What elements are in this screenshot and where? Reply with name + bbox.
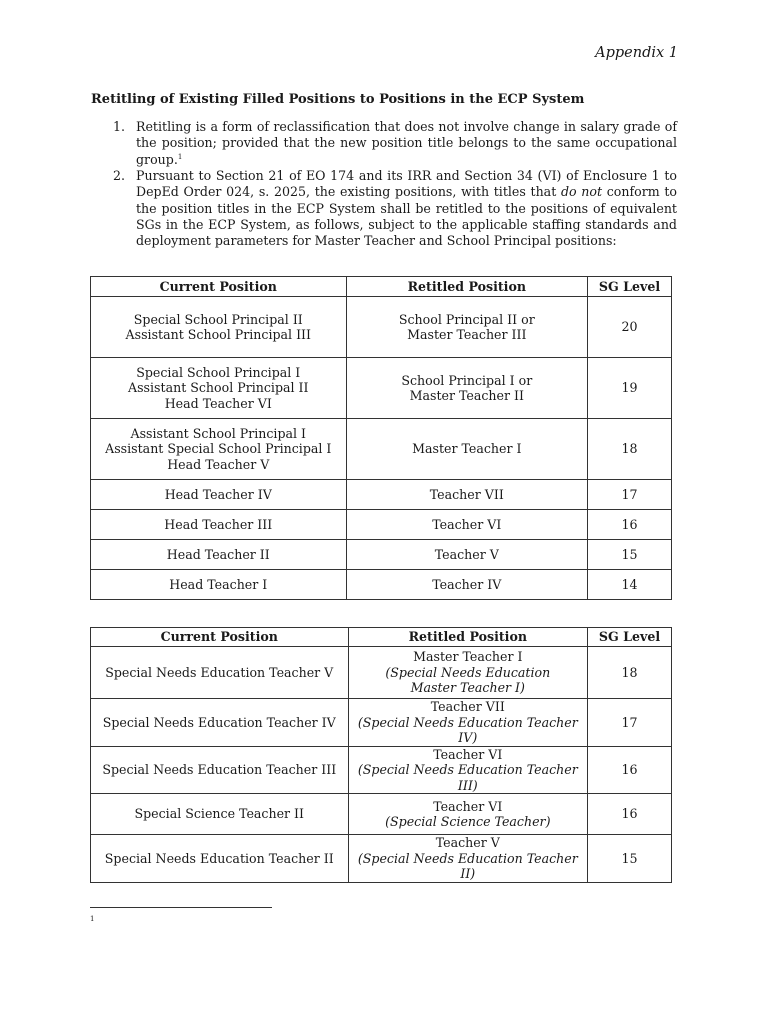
retitled-position-cell bbox=[348, 794, 588, 835]
list-item-text: Retitling is a form of reclassification that does not involve change in salary grade of the position; provided that the new position title belongs to the same occupational group.$^1$ bbox=[136, 119, 677, 167]
current-position-cell bbox=[91, 570, 347, 600]
retitled-position-cell bbox=[348, 647, 588, 699]
retitling-table-2 bbox=[90, 627, 672, 883]
list-item-text: Pursuant to Section 21 of EO 174 and its IRR and Section 34 (VI) of Enclosure 1 to DepEd Order 024, s. 2025, the existing positions, with titles that do not conform to the position titles in the ECP System shall be retitled to the positions of equivalent SGs in the ECP System, as follows, subject to the applicable staffing standards and deployment parameters for Master Teacher and School Principal positions: bbox=[136, 168, 677, 249]
current-position-cell bbox=[91, 419, 347, 480]
current-position-cell bbox=[91, 297, 347, 358]
position-line: School Principal II or bbox=[398, 311, 535, 327]
column-header: Current Position bbox=[91, 628, 349, 647]
current-position-cell: Special Needs Education Teacher II bbox=[91, 835, 349, 883]
table-row bbox=[91, 835, 672, 883]
table-row bbox=[91, 794, 672, 835]
current-position-cell bbox=[91, 480, 347, 510]
position-line: Head Teacher III bbox=[164, 516, 273, 532]
retitling-table-1 bbox=[90, 276, 672, 600]
position-line: Teacher V bbox=[434, 546, 499, 562]
appendix-label: Appendix 1 bbox=[595, 45, 678, 61]
table-row bbox=[91, 699, 672, 747]
retitled-position-cell bbox=[346, 480, 588, 510]
position-note: Master Teacher I) bbox=[410, 680, 525, 696]
position-line: Master Teacher III bbox=[407, 327, 527, 342]
column-header: Current Position bbox=[91, 277, 347, 297]
retitled-position-cell bbox=[348, 699, 588, 747]
column-header: Retitled Position bbox=[346, 277, 588, 297]
current-position-cell: Special Needs Education Teacher V bbox=[91, 647, 349, 699]
emphasis-text: do not bbox=[560, 184, 603, 200]
current-position-cell bbox=[91, 540, 347, 570]
position-line: Assistant Special School Principal I bbox=[105, 441, 332, 457]
position-line: Teacher VI bbox=[432, 516, 502, 532]
footnote-divider bbox=[90, 907, 272, 908]
position-note: (Special Needs Education Teacher III) bbox=[357, 762, 578, 793]
current-position-cell bbox=[91, 510, 347, 540]
position-line: Teacher VI bbox=[433, 798, 503, 814]
position-line: Assistant School Principal III bbox=[125, 327, 311, 342]
sg-level-cell: 14 bbox=[588, 570, 672, 600]
sg-level-cell: 19 bbox=[588, 358, 672, 419]
current-position-cell: Special Needs Education Teacher III bbox=[91, 746, 349, 794]
list-item bbox=[113, 168, 677, 249]
position-line: Teacher VI bbox=[433, 746, 503, 762]
table-row bbox=[91, 540, 672, 570]
column-header: Retitled Position bbox=[348, 628, 588, 647]
retitled-position-cell bbox=[346, 297, 588, 358]
retitled-position-cell bbox=[346, 510, 588, 540]
position-note: (Special Needs Education Teacher IV) bbox=[357, 714, 578, 745]
retitled-position-cell bbox=[346, 540, 588, 570]
sg-level-cell: 16 bbox=[588, 510, 672, 540]
retitled-position-cell bbox=[346, 570, 588, 600]
position-note: (Special Needs Education Teacher II) bbox=[357, 850, 578, 881]
position-line: Teacher IV bbox=[432, 576, 502, 592]
table-row bbox=[91, 647, 672, 699]
table-row bbox=[91, 358, 672, 419]
position-line: Head Teacher V bbox=[167, 456, 270, 472]
sg-level-cell: 15 bbox=[588, 540, 672, 570]
table-header-row bbox=[91, 277, 672, 297]
position-line: Master Teacher I bbox=[413, 649, 523, 665]
position-line: Teacher VII bbox=[429, 486, 504, 502]
position-line: Assistant School Principal I bbox=[130, 425, 307, 441]
table-row bbox=[91, 510, 672, 540]
sg-level-cell: 18 bbox=[588, 647, 672, 699]
position-line: School Principal I or bbox=[401, 372, 533, 388]
sg-level-cell: 15 bbox=[588, 835, 672, 883]
footnote-number: 1 bbox=[90, 915, 95, 923]
retitled-position-cell bbox=[346, 419, 588, 480]
list-item bbox=[113, 119, 677, 168]
position-line: Master Teacher I bbox=[412, 441, 522, 457]
position-line: Assistant School Principal II bbox=[128, 380, 309, 396]
sg-level-cell: 17 bbox=[588, 480, 672, 510]
sg-level-cell: 20 bbox=[588, 297, 672, 358]
position-line: Head Teacher VI bbox=[164, 395, 272, 411]
sg-level-cell: 17 bbox=[588, 699, 672, 747]
position-line: Head Teacher IV bbox=[164, 486, 272, 502]
section-heading: Retitling of Existing Filled Positions to Positions in the ECP System bbox=[91, 92, 585, 107]
table-row bbox=[91, 419, 672, 480]
list-item-number: 1. bbox=[113, 119, 126, 134]
table-header-row bbox=[91, 628, 672, 647]
current-position-cell: Special Needs Education Teacher IV bbox=[91, 699, 349, 747]
table-row bbox=[91, 480, 672, 510]
position-line: Teacher V bbox=[435, 835, 500, 850]
current-position-cell: Special Science Teacher II bbox=[91, 794, 349, 835]
table-row bbox=[91, 746, 672, 794]
retitled-position-cell bbox=[348, 835, 588, 883]
list-item-number: 2. bbox=[113, 168, 126, 183]
position-line: Special School Principal II bbox=[133, 311, 303, 327]
current-position-cell bbox=[91, 358, 347, 419]
retitled-position-cell bbox=[348, 746, 588, 794]
position-line: Head Teacher I bbox=[169, 576, 268, 592]
footnote-ref[interactable]: 1 bbox=[177, 152, 183, 161]
position-line: Teacher VII bbox=[430, 699, 505, 714]
sg-level-cell: 16 bbox=[588, 746, 672, 794]
position-note: (Special Science Teacher) bbox=[385, 814, 551, 829]
position-note: (Special Needs Education bbox=[385, 664, 551, 680]
table-row bbox=[91, 297, 672, 358]
table-row bbox=[91, 570, 672, 600]
sg-level-cell: 18 bbox=[588, 419, 672, 480]
column-header: SG Level bbox=[588, 277, 672, 297]
sg-level-cell: 16 bbox=[588, 794, 672, 835]
retitled-position-cell bbox=[346, 358, 588, 419]
position-line: Head Teacher II bbox=[166, 546, 270, 562]
position-line: Special School Principal I bbox=[136, 364, 301, 380]
position-line: Master Teacher II bbox=[409, 388, 524, 403]
column-header: SG Level bbox=[588, 628, 672, 647]
